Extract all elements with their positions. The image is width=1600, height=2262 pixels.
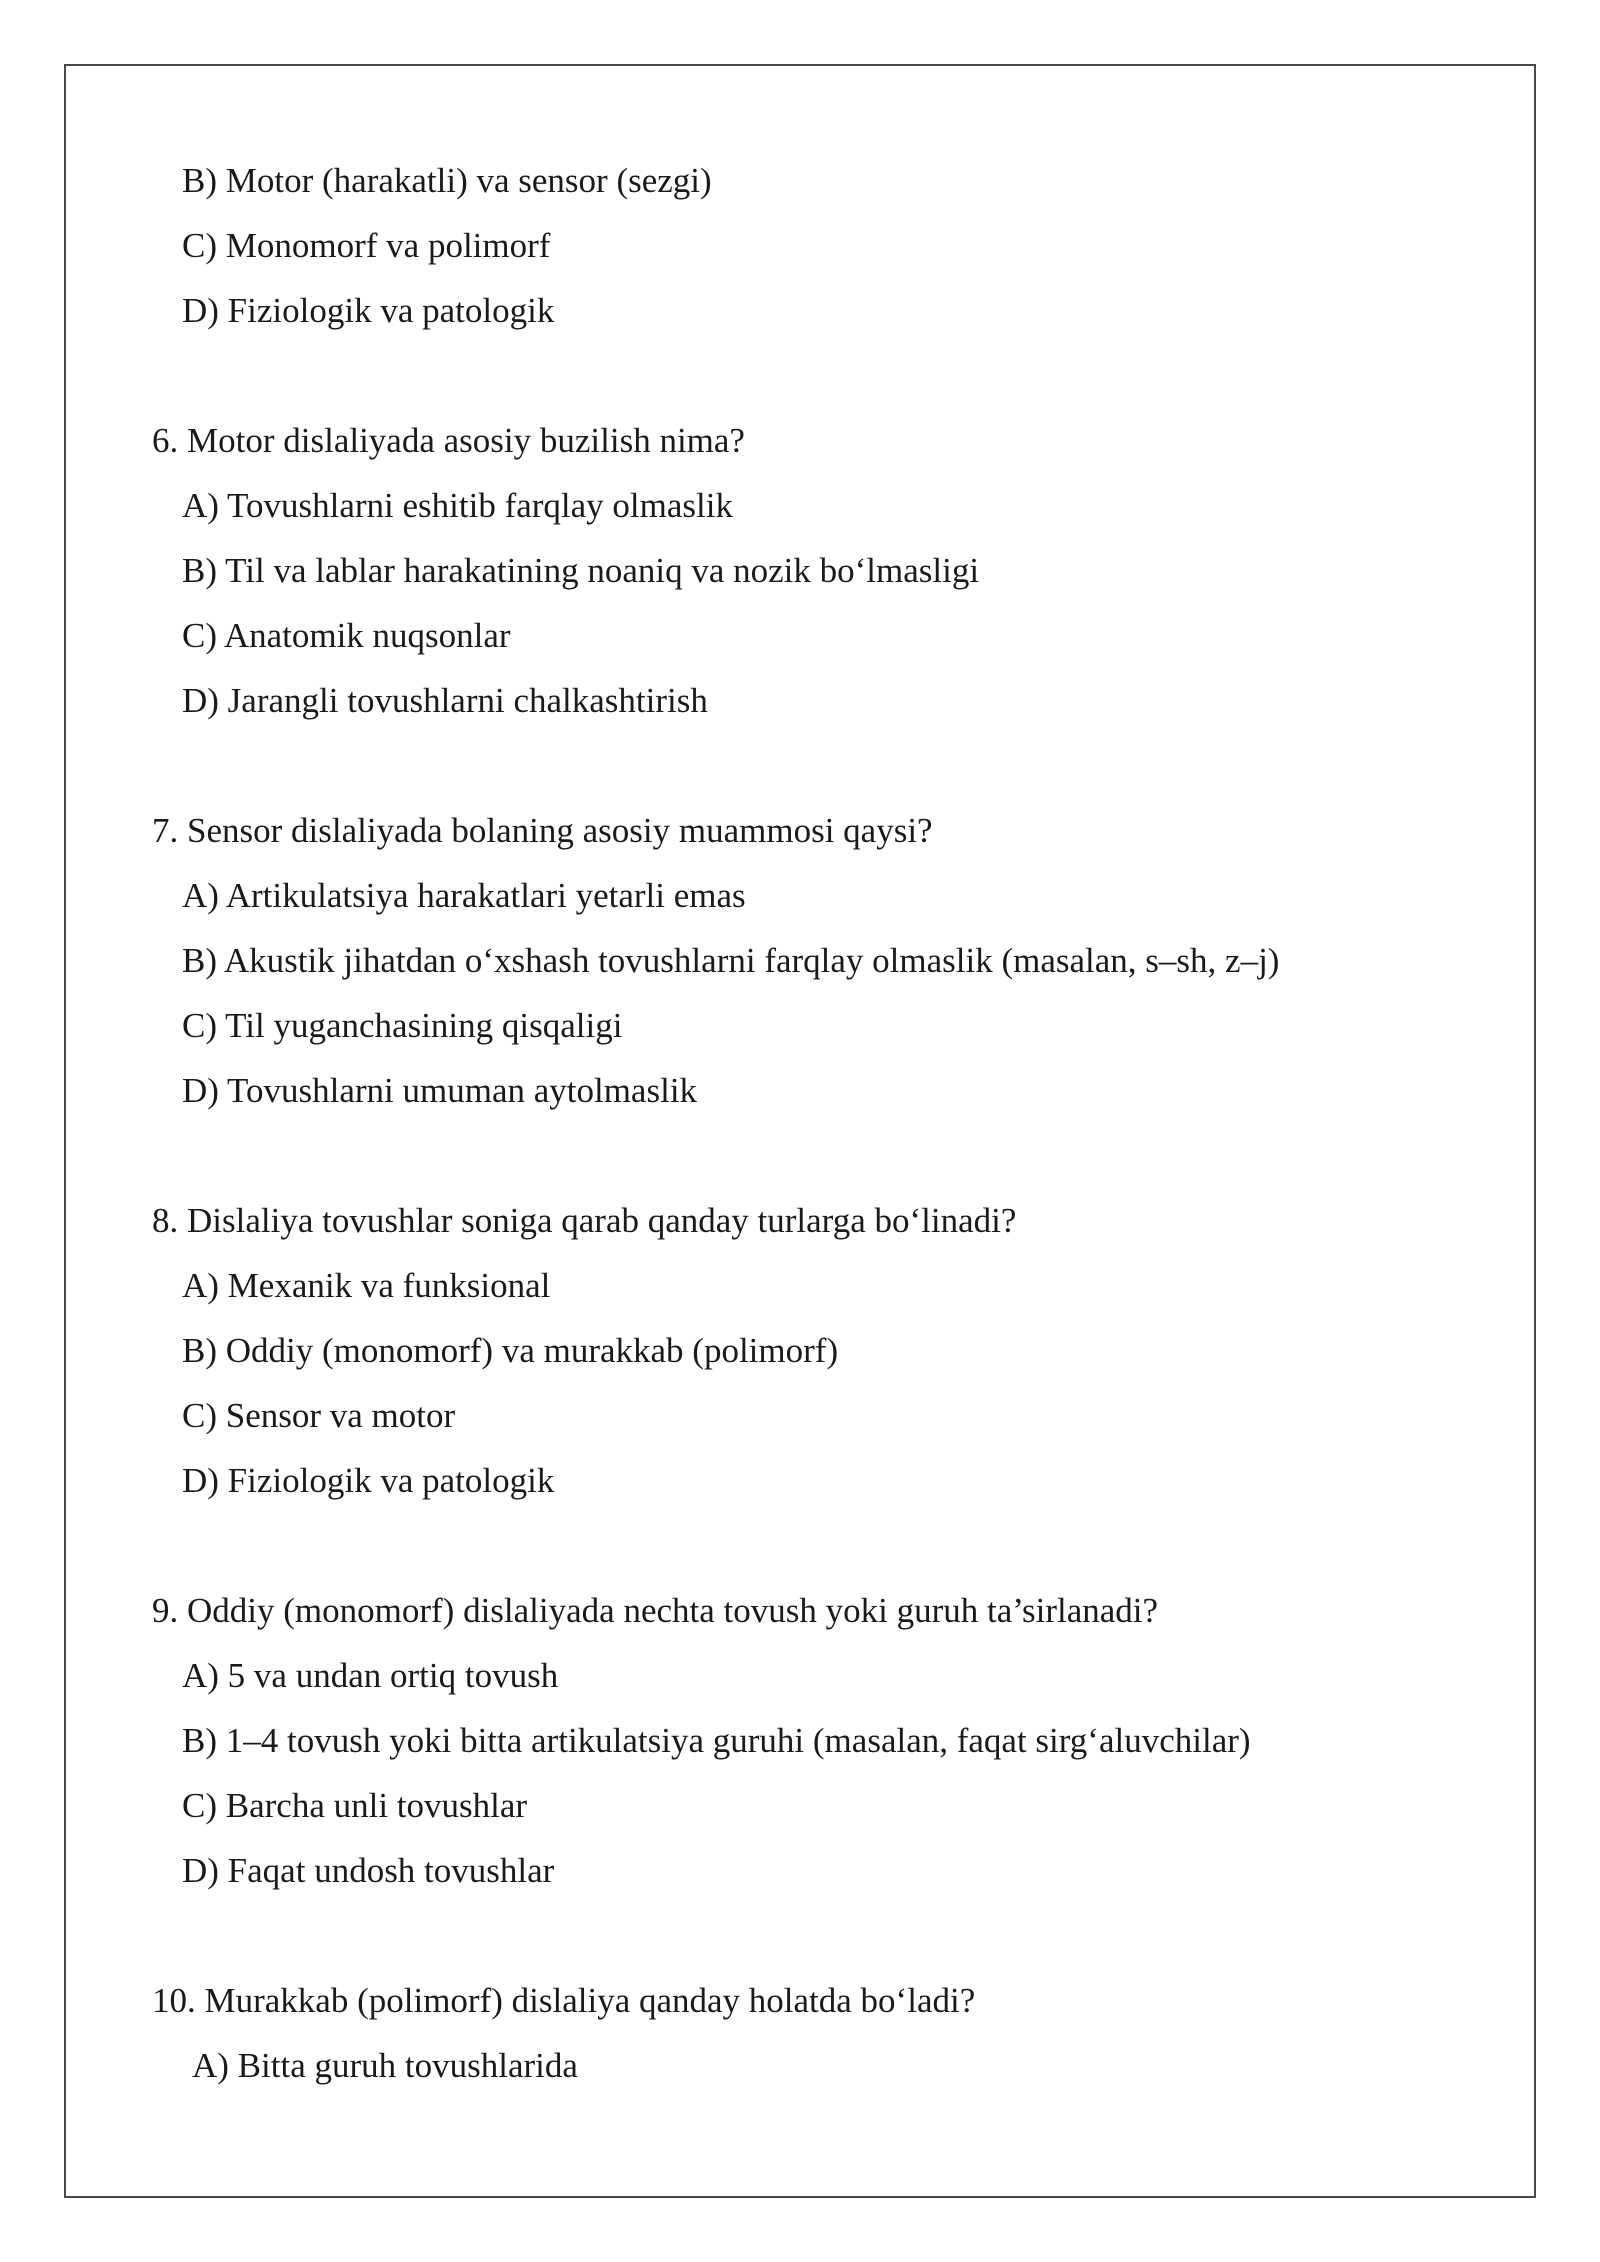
question-text: 6. Motor dislaliyada asosiy buzilish nima? [152,421,745,460]
document-body [152,148,1452,2098]
answer-option[interactable]: C) Anatomik nuqsonlar [182,616,511,655]
answer-option[interactable]: A) Artikulatsiya harakatlari yetarli emas [182,876,746,915]
answer-option[interactable]: B) 1–4 tovush yoki bitta artikulatsiya guruhi (masalan, faqat sirg‘aluvchilar) [182,1721,1251,1760]
answer-option[interactable]: C) Sensor va motor [182,1396,456,1435]
answer-option[interactable]: D) Faqat undosh tovushlar [182,1851,555,1890]
answer-option[interactable]: B) Motor (harakatli) va sensor (sezgi) [182,161,712,200]
answer-option[interactable]: A) Mexanik va funksional [182,1266,551,1305]
answer-option[interactable]: B) Oddiy (monomorf) va murakkab (polimorf) [182,1331,839,1370]
question-7 [152,798,1452,1123]
answer-option[interactable]: D) Tovushlarni umuman aytolmaslik [182,1071,698,1110]
answer-option[interactable]: B) Akustik jihatdan o‘xshash tovushlarni farqlay olmaslik (masalan, s–sh, z–j) [182,941,1280,980]
answer-option[interactable]: C) Barcha unli tovushlar [182,1786,528,1825]
question-9 [152,1578,1452,1903]
question-text: 10. Murakkab (polimorf) dislaliya qanday holatda bo‘ladi? [152,1981,976,2020]
answer-option[interactable]: C) Til yuganchasining qisqaligi [182,1006,623,1045]
answer-option[interactable]: C) Monomorf va polimorf [182,226,551,265]
question-8 [152,1188,1452,1513]
answer-option[interactable]: A) Bitta guruh tovushlarida [192,2046,578,2085]
answer-option[interactable]: A) 5 va undan ortiq tovush [182,1656,559,1695]
question-text: 9. Oddiy (monomorf) dislaliyada nechta tovush yoki guruh ta’sirlanadi? [152,1591,1159,1630]
question-5-continued [152,148,1452,343]
answer-option[interactable]: D) Fiziologik va patologik [182,291,555,330]
answer-option[interactable]: D) Fiziologik va patologik [182,1461,555,1500]
answer-option[interactable]: D) Jarangli tovushlarni chalkashtirish [182,681,708,720]
question-text: 7. Sensor dislaliyada bolaning asosiy muammosi qaysi? [152,811,933,850]
answer-option[interactable]: B) Til va lablar harakatining noaniq va nozik bo‘lmasligi [182,551,980,590]
question-6 [152,408,1452,733]
question-10 [152,1968,1452,2098]
answer-option[interactable]: A) Tovushlarni eshitib farqlay olmaslik [182,486,733,525]
question-text: 8. Dislaliya tovushlar soniga qarab qanday turlarga bo‘linadi? [152,1201,1017,1240]
